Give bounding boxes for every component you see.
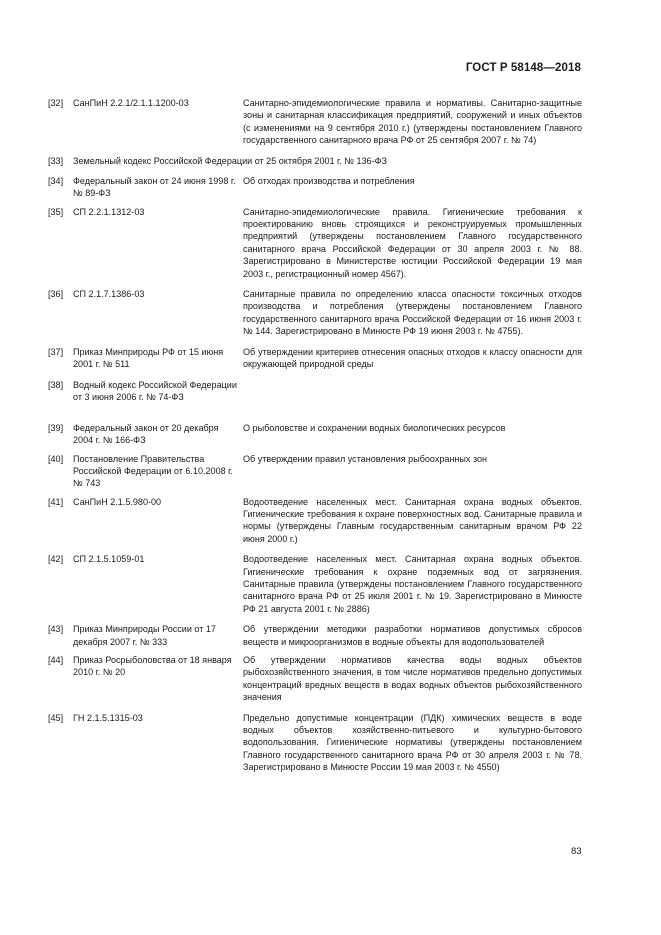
document-code: ГОСТ Р 58148—2018 bbox=[465, 62, 581, 74]
reference-item bbox=[48, 422, 582, 447]
reference-number: [38] bbox=[48, 379, 64, 390]
reference-number: [43] bbox=[48, 624, 64, 635]
reference-title: Водоотведение населенных мест. Санитарная охрана водных объектов. Гигиенические требования к охране поверхностных вод. Санитарные правила и нормы (утверждены Главным государственным санитарным врачом РФ 22 июня 2000 г.) bbox=[243, 496, 582, 544]
reference-title: Об утверждении правил установления рыбоохранных зон bbox=[243, 453, 488, 464]
reference-name: Федеральный закон от 24 июня 1998 г. № 89-ФЗ bbox=[73, 175, 236, 199]
reference-item bbox=[48, 712, 582, 774]
reference-item bbox=[48, 623, 582, 648]
reference-name: СП 2.2.1.1312-03 bbox=[73, 206, 145, 217]
reference-item bbox=[48, 346, 582, 371]
reference-title: Об утверждении критериев отнесения опасных отходов к классу опасности для окружающей природной среды bbox=[243, 346, 582, 370]
reference-number: [36] bbox=[48, 289, 64, 300]
reference-title: Санитарные правила по определению класса опасности токсичных отходов производства и потребления (утверждены постановлением Главного государственного санитарного врача Российской Федерации от 16 июня 2003 г. № 144. Зарегистрировано в Минюсте РФ 19 июня 2003 г. № 4755). bbox=[243, 289, 582, 337]
reference-name: Постановление Правительства Российской Федерации от 6.10.2008 г. № 743 bbox=[73, 453, 233, 489]
reference-title: О рыболовстве и сохранении водных биологических ресурсов bbox=[243, 422, 506, 433]
reference-title bbox=[243, 379, 582, 391]
references-list bbox=[48, 97, 582, 774]
reference-title: Об утверждении нормативов качества воды водных объектов рыбохозяйственного значения, в том числе нормативов предельно допустимых концентраций вредных веществ в водах водных объектов рыбохозяйственного значения bbox=[243, 654, 582, 703]
reference-item bbox=[48, 155, 582, 167]
reference-title: Санитарно-эпидемиологические правила. Гигиенические требования к проектированию вновь строящихся и реконструируемых промышленных предприятий (утверждены постановлением Главного государственного санитарного врача Российской Федерации от 30 апреля 2003 г. № 88. Зарегистрировано в Министерстве юстиции Российской Федерации 19 мая 2003 г., регистрационный номер 4567). bbox=[243, 206, 582, 279]
reference-name: Водный кодекс Российской Федерации от 3 июня 2006 г. № 74-ФЗ bbox=[73, 379, 237, 402]
reference-name: Приказ Минприроды РФ от 15 июня 2001 г. № 511 bbox=[73, 346, 224, 370]
reference-item bbox=[48, 553, 582, 615]
reference-number: [40] bbox=[48, 453, 64, 464]
reference-number: [41] bbox=[48, 496, 64, 507]
reference-title: Об утверждении методики разработки нормативов допустимых сбросов веществ и микроорганизмов в водные объекты для водопользователей bbox=[243, 624, 582, 647]
reference-number: [45] bbox=[48, 712, 64, 723]
reference-item bbox=[48, 654, 582, 704]
reference-title: Об отходах производства и потребления bbox=[243, 175, 415, 186]
reference-name: Федеральный закон от 20 декабря 2004 г. № 166-ФЗ bbox=[73, 422, 219, 445]
reference-number: [39] bbox=[48, 422, 64, 433]
reference-item bbox=[48, 175, 582, 200]
reference-item bbox=[48, 206, 582, 280]
reference-title: Предельно допустимые концентрации (ПДК) химических веществ в воде водных объектов хозяйственно-питьевого и культурно-бытового водопользования. Гигиенические нормативы (утверждены постановлением Главного государственного санитарного врача РФ от 30 апреля 2003 г. № 78. Зарегистрировано в Минюсте России 19 мая 2003 г. № 4550) bbox=[243, 712, 582, 773]
reference-number: [44] bbox=[48, 654, 64, 665]
reference-item bbox=[48, 97, 582, 147]
reference-name: СанПиН 2.2.1/2.1.1.1200-03 bbox=[73, 98, 189, 108]
reference-item bbox=[48, 379, 582, 416]
reference-number: [33] bbox=[48, 155, 64, 166]
reference-item bbox=[48, 288, 582, 338]
reference-name: Приказ Росрыболовства от 18 января 2010 г. № 20 bbox=[73, 654, 232, 678]
reference-title: Водоотведение населенных мест. Санитарная охрана водных объектов. Гигиенические требования к охране подземных вод от загрязнения. Санитарные правила (утверждены постановлением Главного государственного санитарного врача РФ от 25 июля 2001 г. № 19. Зарегистрировано в Минюсте РФ 21 августа 2001 г. № 2886) bbox=[243, 554, 582, 614]
reference-name: Приказ Минприроды России от 17 декабря 2007 г. № 333 bbox=[73, 624, 216, 647]
reference-name: СанПиН 2.1.5.980-00 bbox=[73, 496, 162, 507]
reference-number: [37] bbox=[48, 346, 64, 357]
reference-title: Санитарно-эпидемиологические правила и нормативы. Санитарно-защитные зоны и санитарная классификация предприятий, сооружений и иных объектов (с изменениями на 9 сентября 2010 г.) (утверждены постановлением Главного государственного санитарного врача РФ от 25 сентября 2007 г. № 74) bbox=[243, 98, 582, 146]
reference-number: [42] bbox=[48, 554, 64, 565]
reference-item bbox=[48, 496, 582, 546]
reference-name: СП 2.1.5.1059-01 bbox=[73, 554, 145, 565]
reference-number: [34] bbox=[48, 175, 64, 186]
reference-item bbox=[48, 453, 582, 490]
page-number: 83 bbox=[571, 846, 582, 857]
reference-number: [32] bbox=[48, 98, 64, 108]
reference-name: ГН 2.1.5.1315-03 bbox=[73, 712, 143, 723]
reference-name: Земельный кодекс Российской Федерации от 25 октября 2001 г. № 136-ФЗ bbox=[73, 155, 387, 166]
reference-number: [35] bbox=[48, 206, 64, 217]
reference-name: СП 2.1.7.1386-03 bbox=[73, 289, 145, 300]
